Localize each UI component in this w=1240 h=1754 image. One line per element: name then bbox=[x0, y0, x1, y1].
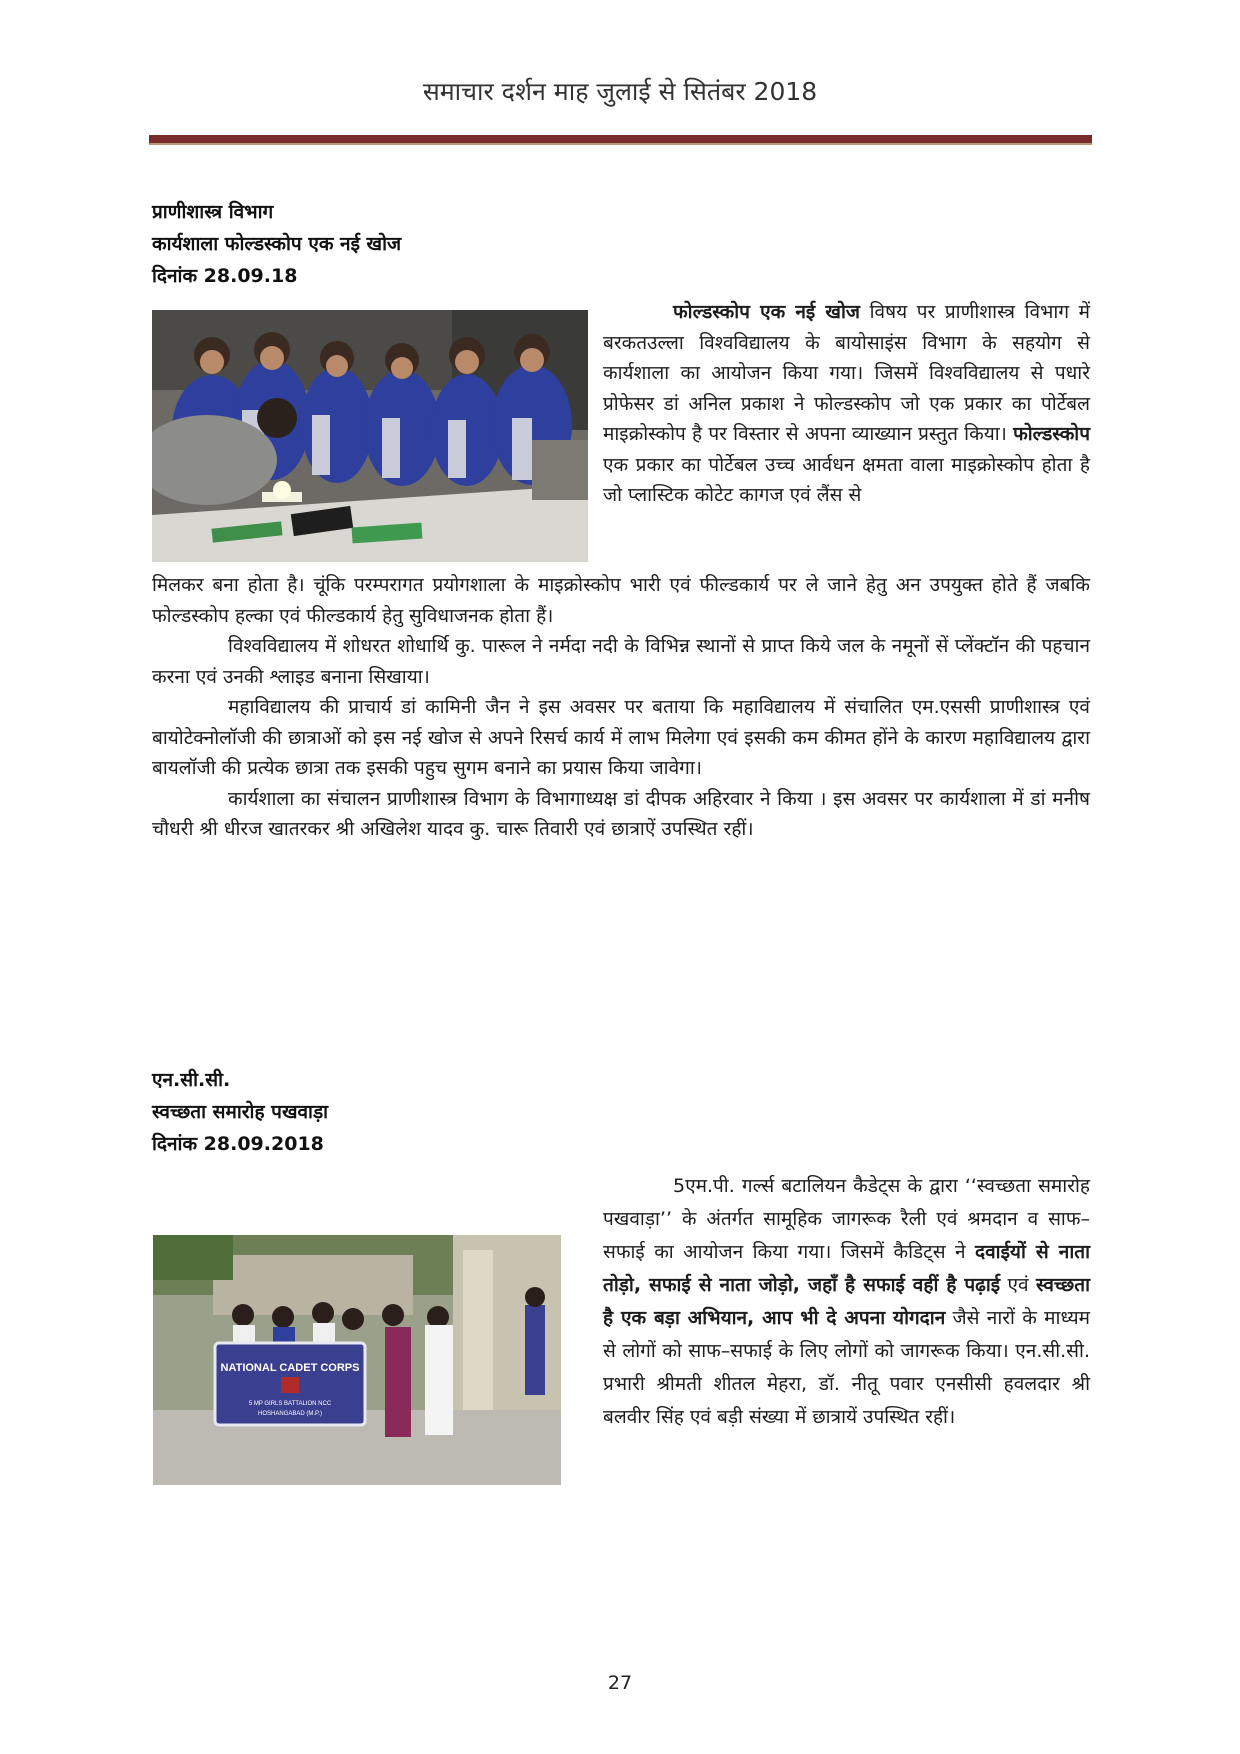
article1-heading bbox=[152, 196, 401, 292]
article1-department: प्राणीशास्त्र विभाग bbox=[152, 201, 274, 223]
article1-intro-text: विषय पर प्राणीशास्त्र विभाग में बरकतउल्ला विश्वविद्यालय के बायोसाइंस विभाग के सहयोग से कार्यशाला का आयोजन किया गया। जिसमें विश्वविद्यालय से पधारे प्रोफेसर डां अनिल प्रकाश ने फोल्डस्कोप जो एक प्रकार का पोर्टेबल माइक्रोस्कोप है पर विस्तार से अपना व्याख्यान प्रस्तुत किया। bbox=[603, 301, 1090, 445]
foldscope-workshop-photo bbox=[152, 310, 588, 562]
article2-slogan-1: दवाईयों से नाता तोड़ो, सफाई से नाता जोड़ो, जहाँ है सफाई वहीं है पढ़ाई bbox=[603, 1241, 1090, 1296]
article1-date: दिनांक 28.09.18 bbox=[152, 265, 298, 287]
article1-paragraph: विश्वविद्यालय में शोधरत शोधार्थि कु. पारूल ने नर्मदा नदी के विभिन्न स्थानों से प्राप्त किये जल के नमूनों सें प्लेंक्टॉन की पहचान करना एवं उनकी श्लाइड बनाना सिखाया। bbox=[152, 635, 1090, 688]
article1-intro-text-2: एक प्रकार का पोर्टेबल उच्च आर्वधन क्षमता वाला माइक्रोस्कोप होता है जो प्लास्टिक कोटेट कागज एवं लैंस से bbox=[603, 453, 1090, 506]
article1-title: कार्यशाला फोल्डस्कोप एक नई खोज bbox=[152, 233, 402, 255]
article2-title: स्वच्छता समारोह पखवाड़ा bbox=[152, 1101, 329, 1123]
banner-text-line3: HOSHANGABAD (M.P.) bbox=[258, 1411, 322, 1417]
article1-paragraph: मिलकर बना होता है। चूंकि परम्परागत प्रयोगशाला के माइक्रोस्कोप भारी एवं फील्डकार्य पर ले जाने हेतु अन उपयुक्त होते हैं जबकि फोल्डस्कोप हल्का एवं फील्डकार्य हेतु सुविधाजनक होता हैं। bbox=[152, 574, 1090, 627]
article2-column bbox=[603, 1170, 1090, 1434]
banner-text-line2: 5 MP GIRLS BATTALION NCC bbox=[248, 1401, 332, 1407]
header-rule bbox=[149, 135, 1092, 145]
article2-text: 5एम.पी. गर्ल्स बटालियन कैडेट्स के द्वारा ‘‘स्वच्छता समारोह पखवाड़ा’’ के अंतर्गत सामूहिक जागरूक रैली एवं श्रमदान व साफ–सफाई का आयोजन किया गया। जिसमें कैडिट्स ने bbox=[603, 1175, 1090, 1263]
article2-text-3: जैसे नारों के माध्यम से लोगों को साफ–सफाई के लिए लोगों को जागरूक किया। एन.सी.सी. प्रभारी श्रीमती शीतल मेहरा, डॉ. नीतू पवार एनसीसी हवलदार श्री बलवीर सिंह एवं बड़ी संख्या में छात्रायें उपस्थित रहीं। bbox=[603, 1307, 1090, 1428]
article2-department: एन.सी.सी. bbox=[152, 1069, 231, 1091]
article1-bold-foldscope: फोल्डस्कोप bbox=[1013, 423, 1090, 445]
article2-heading bbox=[152, 1064, 328, 1160]
article1-bold-topic: फोल्डस्कोप एक नई खोज bbox=[673, 301, 860, 323]
page-header: समाचार दर्शन माह जुलाई से सितंबर 2018 bbox=[422, 77, 818, 106]
article1-body bbox=[152, 570, 1090, 845]
article1-intro-column bbox=[603, 297, 1090, 511]
article2-slogan-2: स्वच्छता है एक बड़ा अभियान, आप भी दे अपना योगदान bbox=[603, 1274, 1090, 1329]
page-number: 27 bbox=[607, 1672, 633, 1694]
article1-paragraph: महाविद्यालय की प्राचार्य डां कामिनी जैन ने इस अवसर पर बताया कि महाविद्यालय में संचालित एम.एससी प्राणीशास्त्र एवं बायोटेक्नोलॉजी की छात्राओं को इस नई खोज से अपने रिसर्च कार्य में लाभ मिलेगा एवं इसकी कम कीमत होंने के कारण महाविद्यालय द्वारा बायलॉजी की प्रत्येक छात्रा तक इसकी पहुच सुगम बनाने का प्रयास किया जावेगा। bbox=[152, 696, 1090, 779]
article2-date: दिनांक 28.09.2018 bbox=[152, 1133, 324, 1155]
ncc-rally-photo bbox=[153, 1235, 561, 1485]
article1-paragraph: कार्यशाला का संचालन प्राणीशास्त्र विभाग के विभागाध्यक्ष डां दीपक अहिरवार ने किया । इस अवसर पर कार्यशाला में डां मनीष चौधरी श्री धीरज खातरकर श्री अखिलेश यादव कु. चारू तिवारी एवं छात्राऐं उपस्थित रहीं। bbox=[152, 787, 1090, 840]
banner-text-line1: NATIONAL CADET CORPS bbox=[220, 1362, 360, 1374]
article2-text-2: एवं bbox=[1000, 1274, 1036, 1296]
